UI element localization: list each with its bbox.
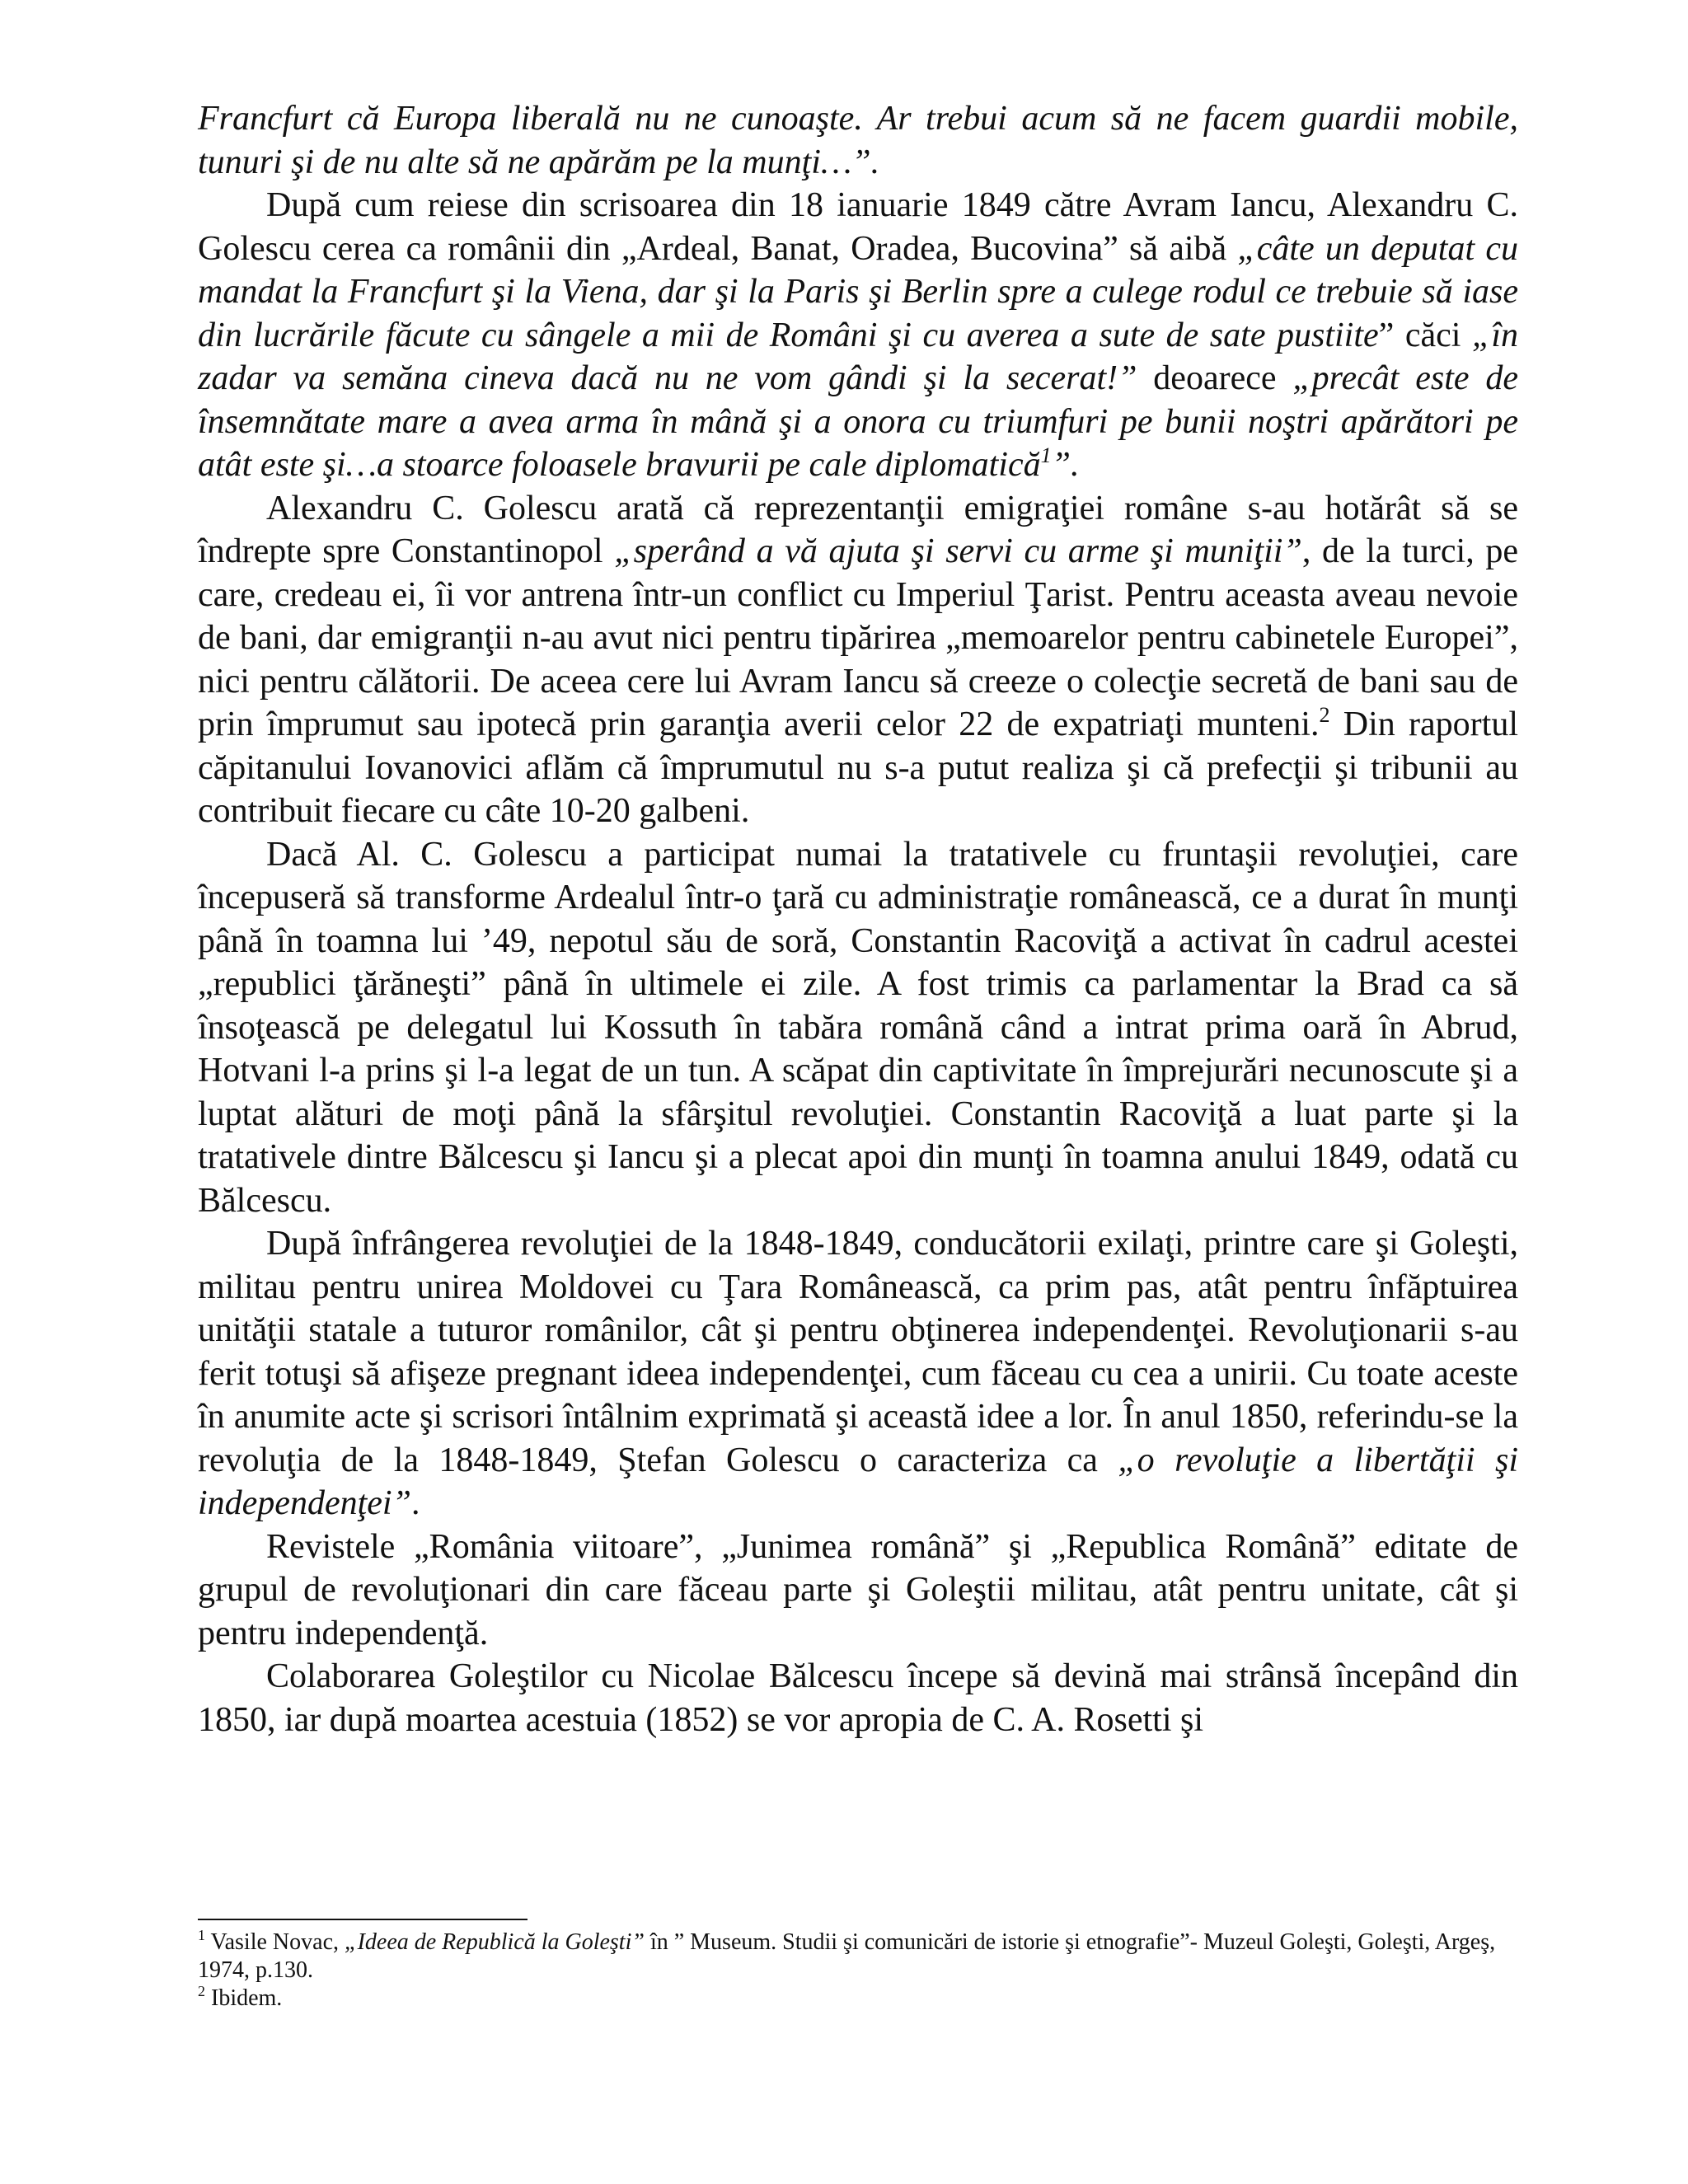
- text-run: Din raportul căpitanului Iovanovici aflăm că împrumutul nu s-a putut realiza şi că prefecţii şi tribunii au contribuit fiecare cu câte 10-20 galbeni.: [198, 705, 1518, 830]
- text-run: în ” Museum. Studii şi comunicări de istorie şi etnografie”- Muzeul Goleşti, Goleşti, Argeş, 1974, p.130.: [198, 1929, 1496, 1983]
- text-run: Revistele „România viitoare”, „Junimea română” şi „Republica Română” editate de grupul de revoluţionari din care făceau parte şi Goleştii militau, atât pentru unitate, cât şi pentru independenţă.: [198, 1527, 1518, 1652]
- paragraph-7: [198, 1655, 1518, 1741]
- paragraph-3: [198, 487, 1518, 833]
- paragraph-2: [198, 184, 1518, 487]
- text-run: Colaborarea Goleştilor cu Nicolae Bălcescu începe să devină mai strânsă începând din 1850, iar după moartea acestuia (1852) se vor apropia de C. A. Rosetti şi: [198, 1657, 1518, 1739]
- italic-text-run: „precât este de însemnătate mare a avea arma în mână şi a onora cu triumfuri pe bunii noştri apărători pe atât este şi…a stoarce foloasele bravurii pe cale diplomatică: [198, 359, 1518, 484]
- text-run: Dacă Al. C. Golescu a participat numai la tratativele cu fruntaşii revoluţiei, care începuseră să transforme Ardealul într-o ţară cu administraţie românească, ce a durat în munţi până în toamna lui ’49, nepotul său de soră, Constantin Racoviţă a activat în cadrul acestei „republici ţărăneşti” până în ultimele ei zile. A fost trimis ca parlamentar la Brad ca să însoţească pe delegatul lui Kossuth în tabăra română când a intrat prima oară în Abrud, Hotvani l-a prins şi l-a legat de un tun. A scăpat din captivitate în împrejurări necunoscute şi a luptat alături de moţi până la sfârşitul revoluţiei. Constantin Racoviţă a luat parte şi la tratativele dintre Bălcescu şi Iancu şi a plecat apoi din munţi în toamna anului 1849, odată cu Bălcescu.: [198, 835, 1518, 1220]
- italic-text-run: „o revoluţie a libertăţii şi independenţei”: [198, 1441, 1518, 1522]
- text-run: Ibidem.: [205, 1985, 283, 2011]
- text-run: ” căci: [1378, 316, 1472, 354]
- footnotes: [198, 1929, 1518, 2013]
- paragraph-5: [198, 1222, 1518, 1526]
- paragraph-4: [198, 833, 1518, 1223]
- footnote-separator: [198, 1919, 528, 1920]
- page-body: [198, 97, 1518, 1741]
- text-run: După înfrângerea revoluţiei de la 1848-1849, conducătorii exilaţi, printre care şi Goleşti, militau pentru unirea Moldovei cu Ţara Românească, ca prim pas, atât pentru înfăptuirea unităţii statale a tuturor românilor, cât şi pentru obţinerea independenţei. Revoluţionarii s-au ferit totuşi să afişeze pregnant ideea independenţei, cum făceau cu cea a unirii. Cu toate aceste în anumite acte şi scrisori întâlnim exprimată şi această idee a lor. În anul 1850, referindu-se la revoluţia de la 1848-1849, Ştefan Golescu o caracteriza ca: [198, 1225, 1518, 1479]
- paragraph-6: [198, 1526, 1518, 1656]
- footnote-reference: 2: [198, 1983, 205, 1999]
- text-run: , de la turci, pe care, credeau ei, îi vor antrena într-un conflict cu Imperiul Ţarist. Pentru aceasta aveau nevoie de bani, dar emigranţii n-au avut nici pentru tipărirea „memoarelor pentru cabinetele Europei”, nici pentru călătorii. De aceea cere lui Avram Iancu să creeze o colecţie secretă de bani sau de prin împrumut sau ipotecă prin garanţia averii celor 22 de expatriaţi munteni.: [198, 532, 1518, 743]
- italic-text-run: „în zadar va semăna cineva dacă nu ne vom gândi şi la secerat!”: [198, 316, 1518, 397]
- italic-text-run: Francfurt că Europa liberală nu ne cunoaşte. Ar trebui acum să ne facem guardii mobile, tunuri şi de nu alte să ne apărăm pe la munţi…”.: [198, 100, 1518, 181]
- text-run: .: [410, 1484, 420, 1522]
- italic-text-run: „Ideea de Republică la Goleşti”: [345, 1929, 645, 1955]
- text-run: După cum reiese din scrisoarea din 18 ianuarie 1849 către Avram Iancu, Alexandru C. Golescu cerea ca românii din „Ardeal, Banat, Oradea, Bucovina” să aibă: [198, 186, 1518, 268]
- footnote-2: [198, 1985, 1518, 2013]
- paragraph-1: [198, 97, 1518, 184]
- text-run: deoarece: [1137, 359, 1293, 397]
- footnote-reference: 2: [1319, 703, 1330, 727]
- footnote-1: [198, 1929, 1518, 1985]
- italic-text-run: „câte un deputat cu mandat la Francfurt şi la Viena, dar şi la Paris şi Berlin spre a culege rodul ce trebuie să iase din lucrările făcute cu sângele a mii de Români şi cu averea a sute de sate pustiite: [198, 229, 1518, 354]
- italic-text-run: ”.: [1051, 446, 1080, 484]
- footnote-reference: 1: [1040, 443, 1052, 467]
- text-run: Vasile Novac,: [205, 1929, 345, 1955]
- text-run: Alexandru C. Golescu arată că reprezentanţii emigraţiei române s-au hotărât să se îndrepte spre Constantinopol: [198, 489, 1518, 570]
- footnote-reference: 1: [198, 1927, 205, 1943]
- italic-text-run: „sperând a vă ajuta şi servi cu arme şi muniţii”: [614, 532, 1302, 570]
